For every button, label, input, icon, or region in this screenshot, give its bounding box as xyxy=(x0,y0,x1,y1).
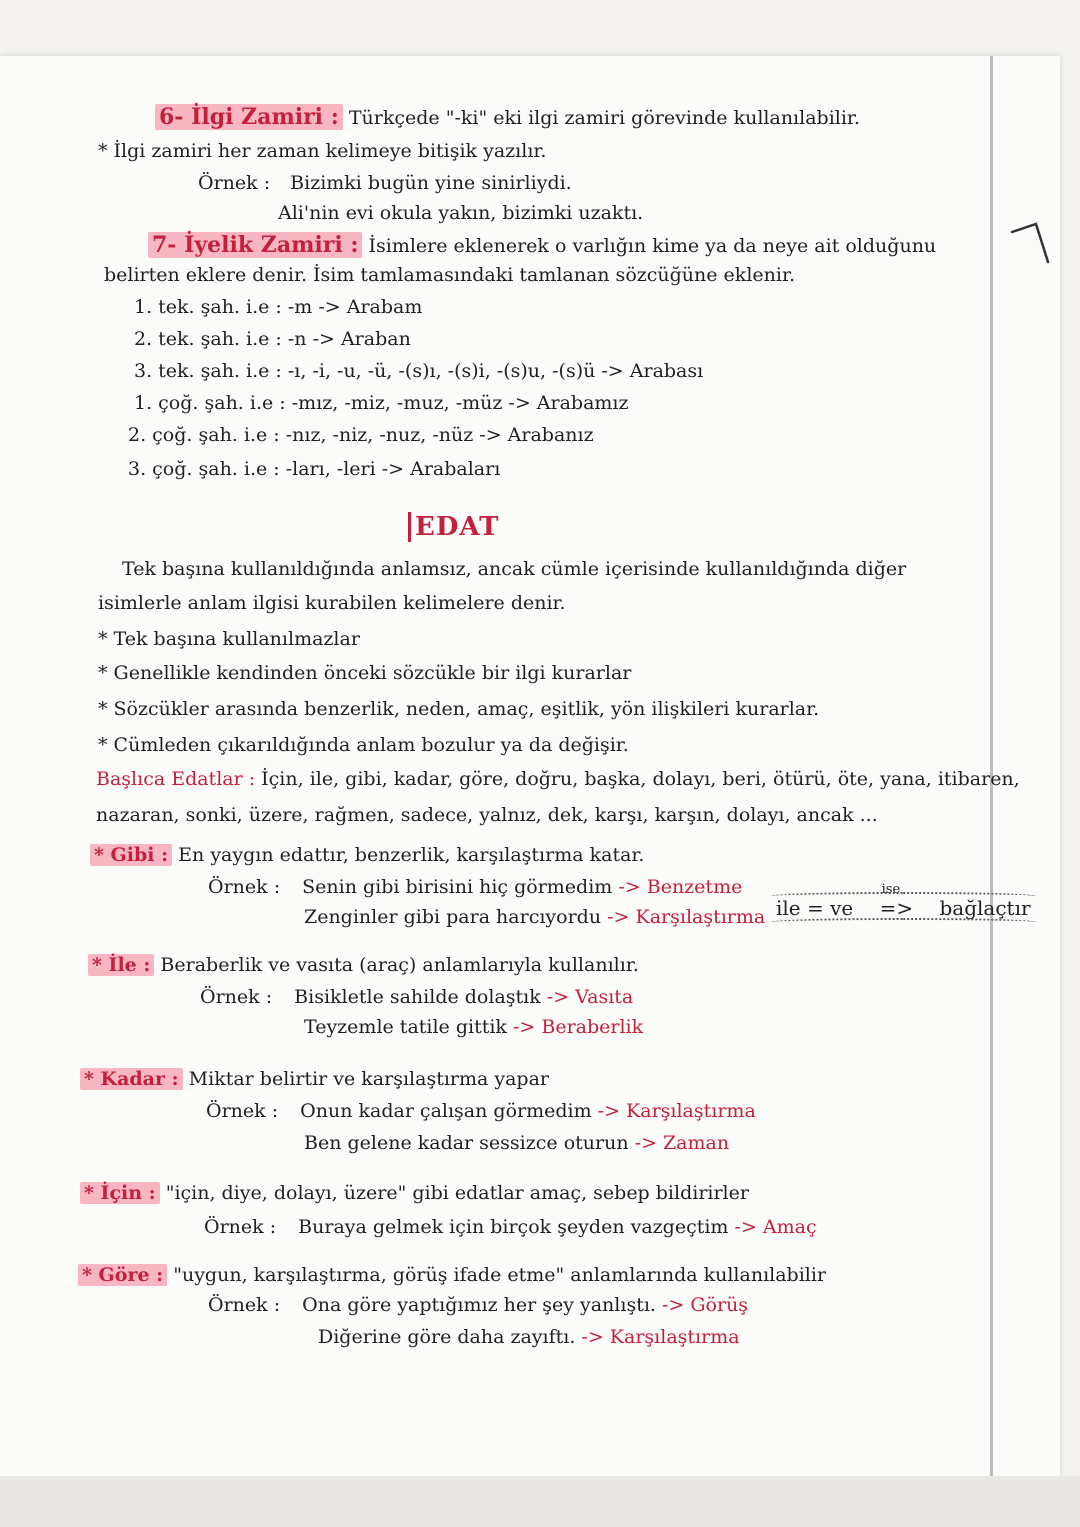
note-text: ile = ve xyxy=(776,896,854,920)
edat-list-line-1 xyxy=(96,766,1020,792)
iyelik-row: 2. tek. şah. i.e : -n -> Araban xyxy=(134,328,411,350)
iyelik-row: 1. çoğ. şah. i.e : -mız, -miz, -muz, -müz -> Arabamız xyxy=(134,392,629,414)
ile-example-2-line xyxy=(304,1014,643,1040)
edat-title: EDAT xyxy=(408,512,499,542)
kadar-example-2-line xyxy=(304,1130,729,1156)
note-ise: ise xyxy=(881,882,901,897)
gibi-example-2-tag: -> Karşılaştırma xyxy=(601,906,766,928)
icin-heading-line xyxy=(80,1180,749,1206)
iyelik-zamiri-description: İsimlere eklenerek o varlığın kime ya da neye ait olduğunu xyxy=(362,235,937,257)
edat-definition-2: isimlerle anlam ilgisi kurabilen kelimelere denir. xyxy=(98,592,566,614)
gore-example-1-line xyxy=(208,1292,748,1318)
kadar-example-1: Onun kadar çalışan görmedim xyxy=(300,1100,592,1122)
ilgi-zamiri-example-2: Ali'nin evi okula yakın, bizimki uzaktı. xyxy=(278,202,644,224)
example-label: Örnek : xyxy=(206,1100,279,1122)
section-6-heading-line xyxy=(155,104,860,131)
iyelik-row: 3. çoğ. şah. i.e : -ları, -leri -> Arabaları xyxy=(128,458,501,480)
kadar-description: Miktar belirtir ve karşılaştırma yapar xyxy=(182,1068,550,1090)
icin-example-1-line xyxy=(204,1214,817,1240)
gore-heading-line xyxy=(78,1262,826,1288)
ilgi-zamiri-heading: 6- İlgi Zamiri : xyxy=(155,104,343,130)
edat-list-2: nazaran, sonki, üzere, rağmen, sadece, yalnız, dek, karşı, karşın, dolayı, ancak ... xyxy=(96,804,878,826)
ile-example-1-tag: -> Vasıta xyxy=(540,986,634,1008)
edat-list-1: İçin, ile, gibi, kadar, göre, doğru, başka, dolayı, beri, ötürü, öte, yana, itibaren, xyxy=(255,768,1020,790)
edat-list-label: Başlıca Edatlar : xyxy=(96,768,256,790)
ile-heading-line xyxy=(88,952,639,978)
iyelik-row: 1. tek. şah. i.e : -m -> Arabam xyxy=(134,296,423,318)
icin-label: * İçin : xyxy=(80,1182,160,1204)
kadar-heading-line xyxy=(80,1066,549,1092)
kadar-example-2-tag: -> Zaman xyxy=(628,1132,730,1154)
gore-example-2-line xyxy=(318,1324,740,1350)
section-7-heading-line xyxy=(148,232,936,259)
kadar-example-2: Ben gelene kadar sessizce oturun xyxy=(304,1132,629,1154)
example-label: Örnek : xyxy=(204,1216,277,1238)
gore-example-gorus-tag: -> Görüş xyxy=(655,1294,749,1316)
kadar-example-1-tag: -> Karşılaştırma xyxy=(591,1100,756,1122)
ilgi-zamiri-example-1: Bizimki bugün yine sinirliydi. xyxy=(290,172,572,194)
gore-example-karsilastirma: Diğerine göre daha zayıftı. xyxy=(318,1326,576,1348)
ilgi-zamiri-description: Türkçede "-ki" eki ilgi zamiri görevinde kullanılabilir. xyxy=(342,107,860,129)
iyelik-row: 2. çoğ. şah. i.e : -nız, -niz, -nuz, -nüz -> Arabanız xyxy=(128,424,594,446)
gibi-example-1-tag: -> Benzetme xyxy=(612,876,743,898)
iyelik-row: 3. tek. şah. i.e : -ı, -i, -u, -ü, -(s)ı, -(s)i, -(s)u, -(s)ü -> Arabası xyxy=(134,360,704,382)
gibi-description: En yaygın edattır, benzerlik, karşılaştırma katar. xyxy=(172,844,645,866)
iyelik-zamiri-description-2: belirten eklere denir. İsim tamlamasındaki tamlanan sözcüğüne eklenir. xyxy=(104,264,795,286)
note-arrow: ise => xyxy=(879,882,914,920)
ile-example-1: Bisikletle sahilde dolaştık xyxy=(294,986,541,1008)
gibi-example-2: Zenginler gibi para harcıyordu xyxy=(304,906,602,928)
ilgi-zamiri-rule: * İlgi zamiri her zaman kelimeye bitişik yazılır. xyxy=(98,140,547,162)
note-wave-bottom xyxy=(770,918,1037,926)
edat-bullet: * Genellikle kendinden önceki sözcükle bir ilgi kurarlar xyxy=(98,662,632,684)
icin-description: "için, diye, dolayı, üzere" gibi edatlar amaç, sebep bildirirler xyxy=(159,1182,749,1204)
gore-label: * Göre : xyxy=(78,1264,167,1286)
gore-description: "uygun, karşılaştırma, görüş ifade etme" anlamlarında kullanılabilir xyxy=(167,1264,827,1286)
note-tag: bağlaçtır xyxy=(939,896,1031,920)
gibi-label: * Gibi : xyxy=(90,844,172,866)
kadar-label: * Kadar : xyxy=(80,1068,183,1090)
ilgi-zamiri-example-1-line xyxy=(198,170,572,196)
gibi-heading-line xyxy=(90,842,644,868)
gore-example-gorus: Ona göre yaptığımız her şey yanlıştı. xyxy=(302,1294,656,1316)
icin-example-1-tag: -> Amaç xyxy=(728,1216,817,1238)
edat-definition-1: Tek başına kullanıldığında anlamsız, ancak cümle içerisinde kullanıldığında diğer xyxy=(122,558,907,580)
ile-description: Beraberlik ve vasıta (araç) anlamlarıyla kullanılır. xyxy=(154,954,639,976)
ile-ve-note xyxy=(770,882,1037,920)
example-label: Örnek : xyxy=(198,172,271,194)
gibi-example-1: Senin gibi birisini hiç görmedim xyxy=(302,876,613,898)
edat-bullet: * Sözcükler arasında benzerlik, neden, amaç, eşitlik, yön ilişkileri kurarlar. xyxy=(98,698,820,720)
example-label: Örnek : xyxy=(208,1294,281,1316)
iyelik-zamiri-heading: 7- İyelik Zamiri : xyxy=(148,232,362,258)
ile-example-1-line xyxy=(200,984,633,1010)
page-bottom-background xyxy=(0,1476,1080,1527)
example-label: Örnek : xyxy=(200,986,273,1008)
corner-tick-mark-icon xyxy=(1008,218,1052,268)
gibi-example-2-line xyxy=(304,904,765,930)
note-wave-top xyxy=(770,892,1037,900)
ile-example-2: Teyzemle tatile gittik xyxy=(304,1016,507,1038)
ile-label: * İle : xyxy=(88,954,154,976)
gore-example-karsilastirma-tag: -> Karşılaştırma xyxy=(575,1326,740,1348)
kadar-example-1-line xyxy=(206,1098,756,1124)
edat-bullet: * Cümleden çıkarıldığında anlam bozulur ya da değişir. xyxy=(98,734,629,756)
edat-bullet: * Tek başına kullanılmazlar xyxy=(98,628,360,650)
gibi-example-1-line xyxy=(208,874,742,900)
ile-example-2-tag: -> Beraberlik xyxy=(506,1016,644,1038)
example-label: Örnek : xyxy=(208,876,281,898)
icin-example-1: Buraya gelmek için birçok şeyden vazgeçtim xyxy=(298,1216,729,1238)
